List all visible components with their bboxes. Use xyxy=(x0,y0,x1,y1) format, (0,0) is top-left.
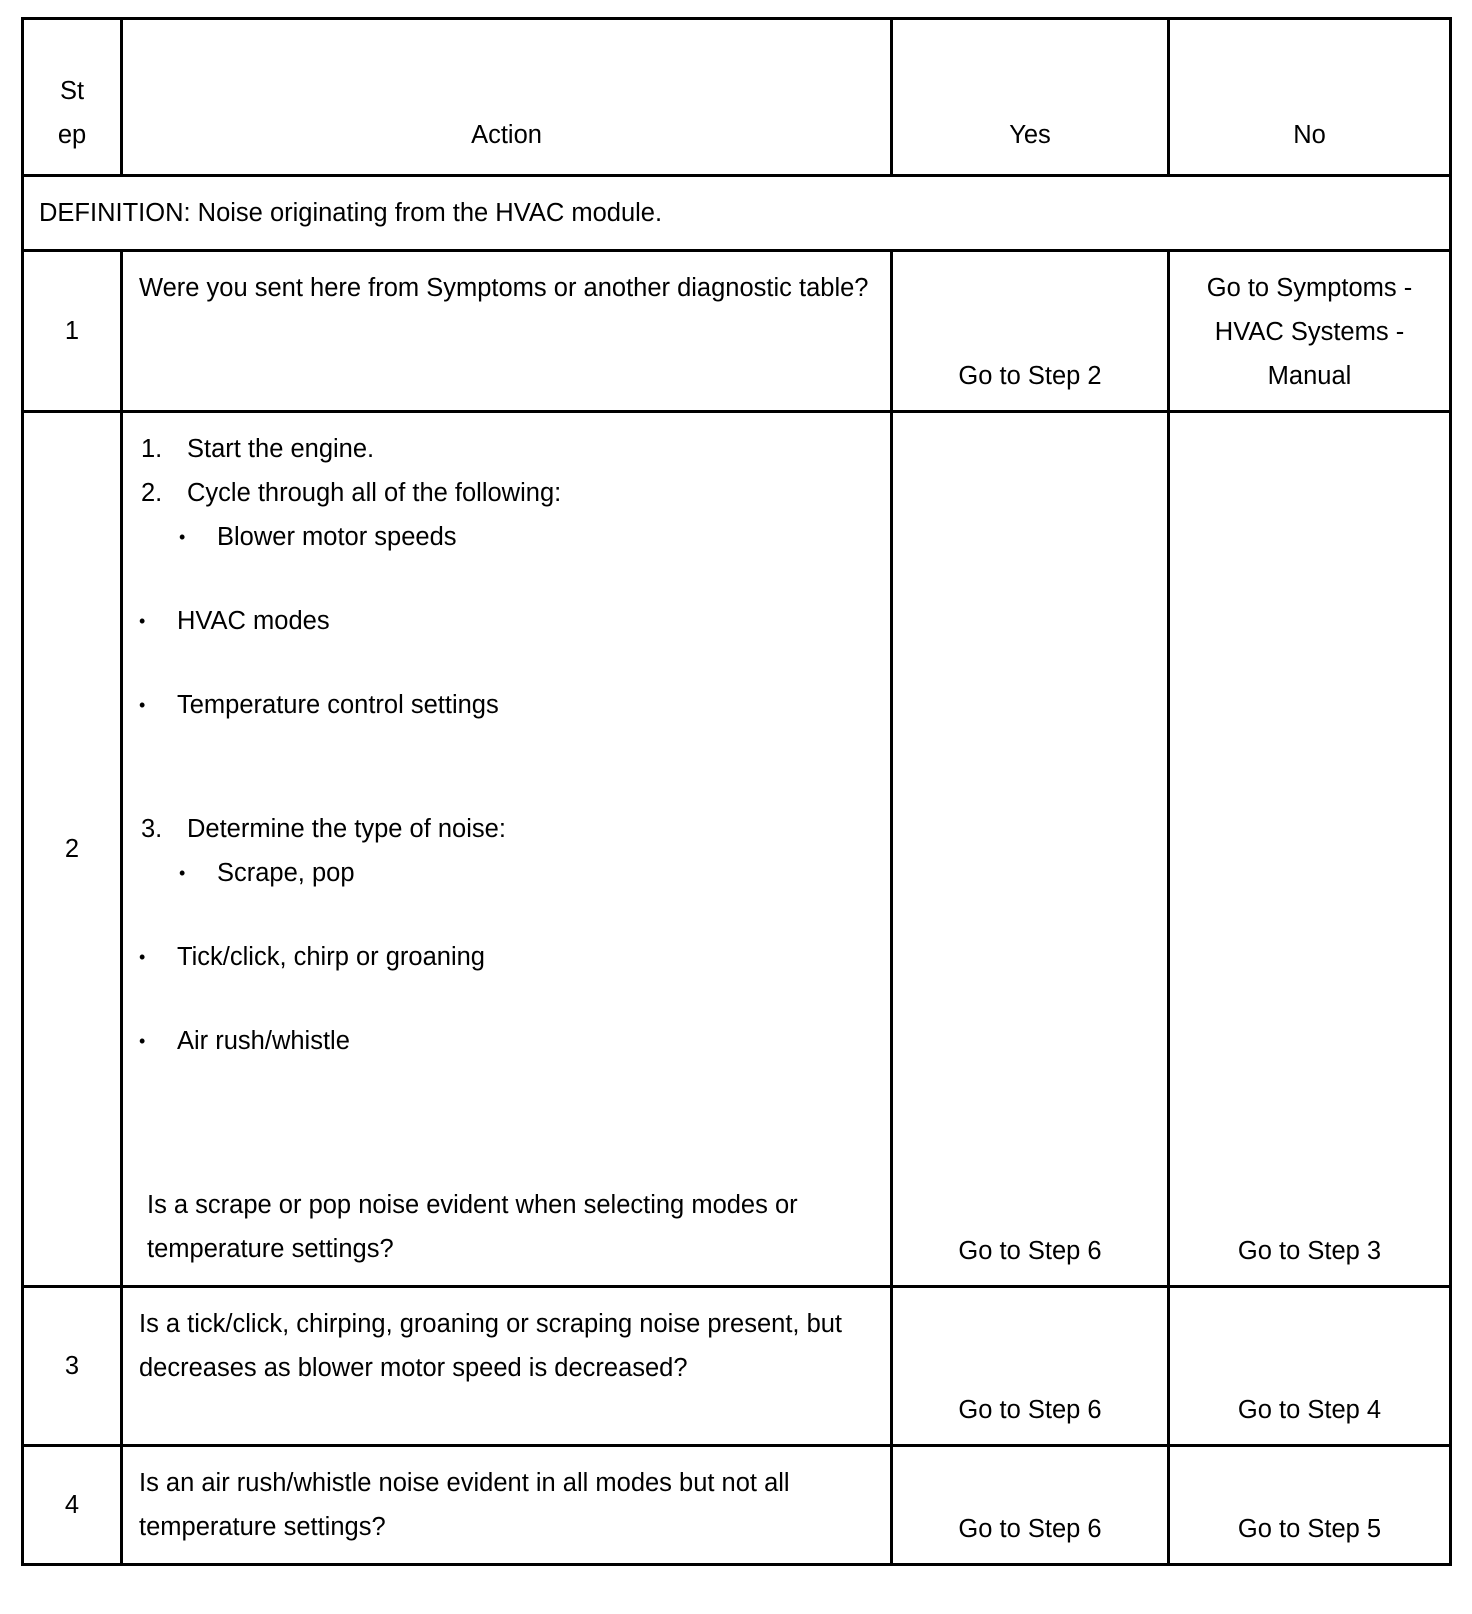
definition-row xyxy=(23,176,1451,251)
list-number: 2. xyxy=(141,479,163,507)
yes-result: Go to Step 6 xyxy=(892,1446,1169,1565)
header-step-line2: ep xyxy=(57,121,87,149)
question-text: Is a scrape or pop noise evident when selecting modes or temperature settings? xyxy=(147,1191,798,1263)
bullet-item xyxy=(139,1019,876,1063)
bullet-text: Blower motor speeds xyxy=(217,523,457,551)
no-result: Go to Step 5 xyxy=(1169,1446,1451,1565)
list-text: Start the engine. xyxy=(187,435,375,463)
sub-bullet-item xyxy=(139,515,876,559)
no-result-line: Manual xyxy=(1267,362,1352,390)
list-item xyxy=(139,471,876,515)
bullet-icon: • xyxy=(179,527,186,547)
step-number: 3 xyxy=(23,1287,122,1446)
bullet-icon: • xyxy=(139,1031,146,1051)
header-step-line1: St xyxy=(59,77,85,105)
list-text: Determine the type of noise: xyxy=(187,815,506,843)
bullet-text: Scrape, pop xyxy=(217,859,355,887)
header-yes: Yes xyxy=(892,19,1169,176)
yes-result: Go to Step 6 xyxy=(892,412,1169,1287)
header-step xyxy=(23,19,122,176)
definition-text: DEFINITION: Noise originating from the HVAC module. xyxy=(23,176,1451,251)
bullet-text: HVAC modes xyxy=(177,607,330,635)
bullet-icon: • xyxy=(179,863,186,883)
table-row xyxy=(23,251,1451,412)
bullet-item xyxy=(139,683,876,727)
header-row xyxy=(23,19,1451,176)
table-row xyxy=(23,412,1451,1287)
action-text: Is an air rush/whistle noise evident in all modes but not all temperature settings? xyxy=(122,1446,892,1565)
bullet-text: Tick/click, chirp or groaning xyxy=(177,943,485,971)
step-number: 4 xyxy=(23,1446,122,1565)
header-no: No xyxy=(1169,19,1451,176)
header-action: Action xyxy=(122,19,892,176)
bullet-item xyxy=(139,935,876,979)
no-result: Go to Step 3 xyxy=(1169,412,1451,1287)
list-item xyxy=(139,807,876,851)
table-row xyxy=(23,1287,1451,1446)
bullet-icon: • xyxy=(139,947,146,967)
step-number: 2 xyxy=(23,412,122,1287)
no-result-line: Go to Symptoms - xyxy=(1206,274,1413,302)
bullet-icon: • xyxy=(139,695,146,715)
no-result: Go to Step 4 xyxy=(1169,1287,1451,1446)
list-text: Cycle through all of the following: xyxy=(187,479,562,507)
yes-result: Go to Step 2 xyxy=(892,251,1169,412)
sub-bullet-item xyxy=(139,851,876,895)
bullet-icon: • xyxy=(139,611,146,631)
bullet-item xyxy=(139,599,876,643)
bullet-text: Air rush/whistle xyxy=(177,1027,350,1055)
diagnostic-table xyxy=(21,17,1452,1566)
bullet-text: Temperature control settings xyxy=(177,691,499,719)
action-procedure xyxy=(122,412,892,1287)
no-result xyxy=(1169,251,1451,412)
step-number: 1 xyxy=(23,251,122,412)
list-number: 1. xyxy=(141,435,163,463)
yes-result: Go to Step 6 xyxy=(892,1287,1169,1446)
action-text: Is a tick/click, chirping, groaning or scraping noise present, but decreases as blower motor speed is decreased? xyxy=(122,1287,892,1446)
no-result-line: HVAC Systems - xyxy=(1214,318,1405,346)
table-row xyxy=(23,1446,1451,1565)
action-text: Were you sent here from Symptoms or another diagnostic table? xyxy=(122,251,892,412)
list-number: 3. xyxy=(141,815,163,843)
list-item xyxy=(139,427,876,471)
